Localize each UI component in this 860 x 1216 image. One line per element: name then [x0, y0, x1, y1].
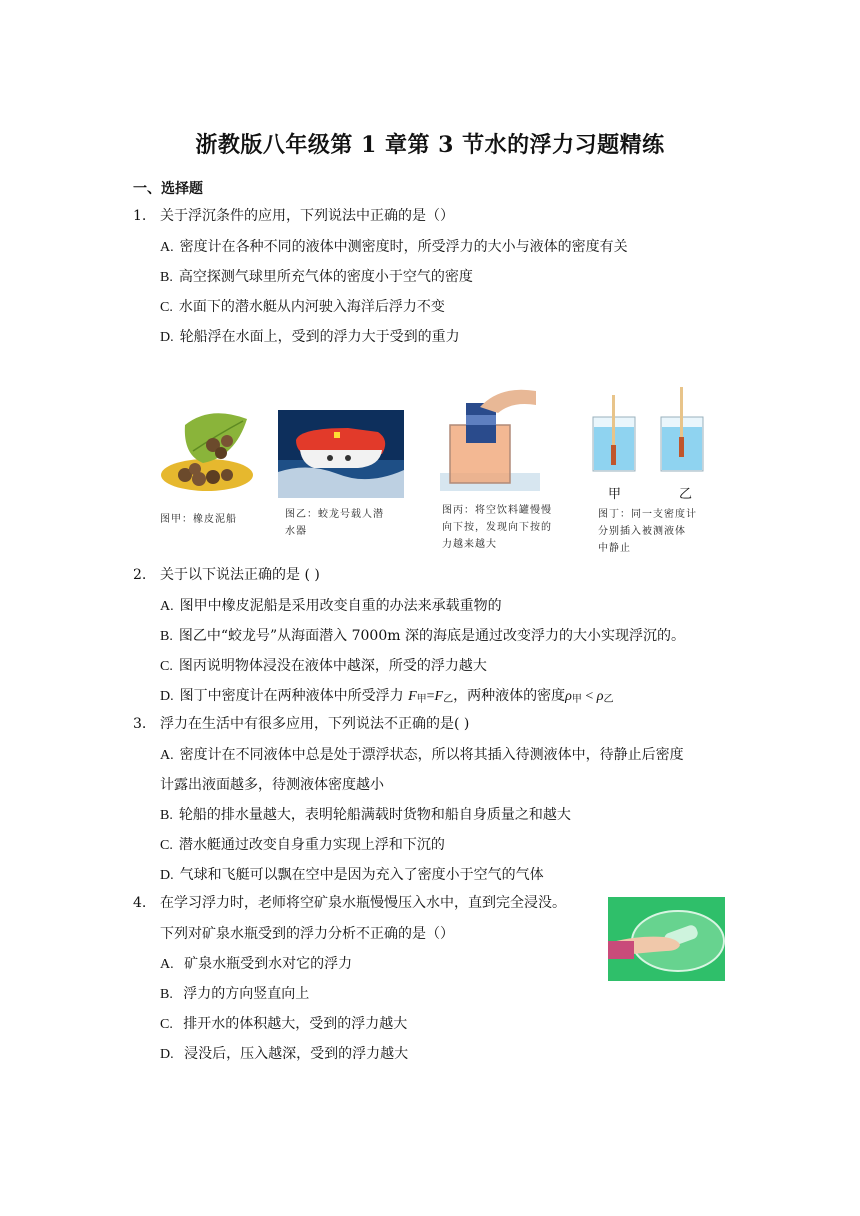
- density-formula: [565, 689, 613, 704]
- option-text: ，两种液体的密度: [453, 688, 566, 704]
- figure-yi-image: [278, 410, 404, 498]
- option-text: 浮力的方向竖直向上: [178, 986, 310, 1002]
- option-b: [160, 625, 685, 645]
- option-a-continued: [160, 774, 384, 794]
- option-text: 轮船浮在水面上，受到的浮力大于受到的重力: [179, 329, 460, 345]
- option-text: 高空探测气球里所充气体的密度小于空气的密度: [178, 269, 473, 285]
- caption-line: 向下按，发现向下按的: [442, 522, 552, 533]
- force-formula: [408, 689, 453, 704]
- option-text: 图丙说明物体浸没在液体中越深，所受的浮力越大: [178, 658, 487, 674]
- option-key: C.: [160, 838, 173, 853]
- option-key: B.: [160, 987, 173, 1002]
- caption-line: 图乙：蛟龙号载人潜: [285, 509, 384, 520]
- question-text: 关于以下说法正确的是 ( ): [160, 567, 320, 583]
- option-key: D.: [160, 868, 174, 883]
- question-4-text-line-2: 下列对矿泉水瓶受到的浮力分析不正确的是（）: [160, 926, 454, 942]
- option-text: 密度计在不同液体中总是处于漂浮状态，所以将其插入待测液体中，待静止后密度: [179, 747, 684, 763]
- option-c: [160, 834, 445, 854]
- caption-line: 中静止: [598, 543, 631, 554]
- option-d: [160, 326, 460, 346]
- caption-line: 水器: [285, 526, 307, 537]
- formula-subscript: 甲: [416, 694, 427, 705]
- question-text: 关于浮沉条件的应用，下列说法中正确的是（）: [160, 208, 454, 224]
- option-text: 图丁中密度计在两种液体中所受浮力: [179, 688, 404, 704]
- option-text: 排开水的体积越大，受到的浮力越大: [178, 1016, 408, 1032]
- figure-ding-image: [588, 385, 728, 475]
- formula-symbol: ρ: [596, 689, 604, 704]
- label-yi: 乙: [679, 487, 693, 502]
- option-text: 图甲中橡皮泥船是采用改变自重的办法来承载重物的: [179, 598, 502, 614]
- question-number: 1.: [133, 208, 147, 224]
- page-title: 浙教版八年级第 1 章第 3 节水的浮力习题精练: [195, 132, 665, 158]
- option-d: [160, 685, 613, 705]
- option-a: [160, 236, 628, 256]
- section-heading: 一、选择题: [133, 181, 203, 197]
- caption-line: 图丙：将空饮料罐慢慢: [442, 505, 552, 516]
- question-number: 3.: [133, 716, 147, 732]
- figure-ding-caption: [598, 506, 697, 557]
- option-c: [160, 1013, 407, 1033]
- option-b: [160, 266, 473, 286]
- option-a: [160, 744, 684, 764]
- formula-subscript: 甲: [571, 694, 582, 705]
- option-c: [160, 296, 445, 316]
- figure-jia-caption: 图甲：橡皮泥船: [160, 514, 237, 525]
- option-text: 浸没后，压入越深，受到的浮力越大: [179, 1046, 409, 1062]
- option-key: B.: [160, 270, 173, 285]
- question-text: 浮力在生活中有很多应用，下列说法不正确的是( ): [160, 716, 470, 732]
- bottle-in-water-image: [608, 897, 725, 981]
- label-jia: 甲: [608, 487, 622, 502]
- option-key: D.: [160, 689, 174, 704]
- option-text: 矿泉水瓶受到水对它的浮力: [179, 956, 353, 972]
- option-key: A.: [160, 748, 174, 763]
- caption-line: 力越来越大: [442, 539, 497, 550]
- option-text: 轮船的排水量越大，表明轮船满载时货物和船自身质量之和越大: [178, 807, 571, 823]
- formula-symbol: ρ: [565, 689, 572, 704]
- option-text: 气球和飞艇可以飘在空中是因为充入了密度小于空气的气体: [179, 867, 544, 883]
- option-key: B.: [160, 629, 173, 644]
- option-key: A.: [160, 599, 174, 614]
- option-key: B.: [160, 808, 173, 823]
- formula-operator: <: [581, 689, 597, 704]
- figure-jia-image: [155, 405, 255, 500]
- formula-subscript: 乙: [603, 694, 614, 705]
- option-a: [160, 595, 502, 615]
- formula-symbol: F: [408, 689, 417, 704]
- option-d: [160, 864, 544, 884]
- option-d: [160, 1043, 408, 1063]
- formula-subscript: 乙: [443, 694, 454, 705]
- option-key: D.: [160, 330, 174, 345]
- question-number: 2.: [133, 567, 147, 583]
- option-text: 计露出液面越多，待测液体密度越小: [160, 777, 384, 793]
- option-text: 图乙中“蛟龙号”从海面潜入 7000m 深的海底是通过改变浮力的大小实现浮沉的。: [178, 628, 685, 644]
- option-key: A.: [160, 240, 174, 255]
- figure-bing-caption: [442, 502, 552, 553]
- option-text: 水面下的潜水艇从内河驶入海洋后浮力不变: [178, 299, 445, 315]
- question-text: 在学习浮力时，老师将空矿泉水瓶慢慢压入水中，直到完全浸没。: [160, 895, 566, 911]
- option-b: [160, 804, 571, 824]
- formula-symbol: F: [434, 689, 444, 704]
- option-a: [160, 953, 352, 973]
- option-key: C.: [160, 300, 173, 315]
- figure-bing-image: [440, 385, 540, 497]
- option-key: C.: [160, 659, 173, 674]
- option-key: A.: [160, 957, 174, 972]
- caption-line: 分别插入被测液体: [598, 526, 686, 537]
- formula-operator: =: [426, 689, 435, 704]
- option-text: 潜水艇通过改变自身重力实现上浮和下沉的: [178, 837, 445, 853]
- figure-yi-caption: [285, 506, 384, 540]
- option-c: [160, 655, 487, 675]
- option-b: [160, 983, 309, 1003]
- question-number: 4.: [133, 895, 147, 911]
- option-text: 密度计在各种不同的液体中测密度时，所受浮力的大小与液体的密度有关: [179, 239, 628, 255]
- option-key: D.: [160, 1047, 174, 1062]
- caption-line: 图丁：同一支密度计: [598, 509, 697, 520]
- option-key: C.: [160, 1017, 173, 1032]
